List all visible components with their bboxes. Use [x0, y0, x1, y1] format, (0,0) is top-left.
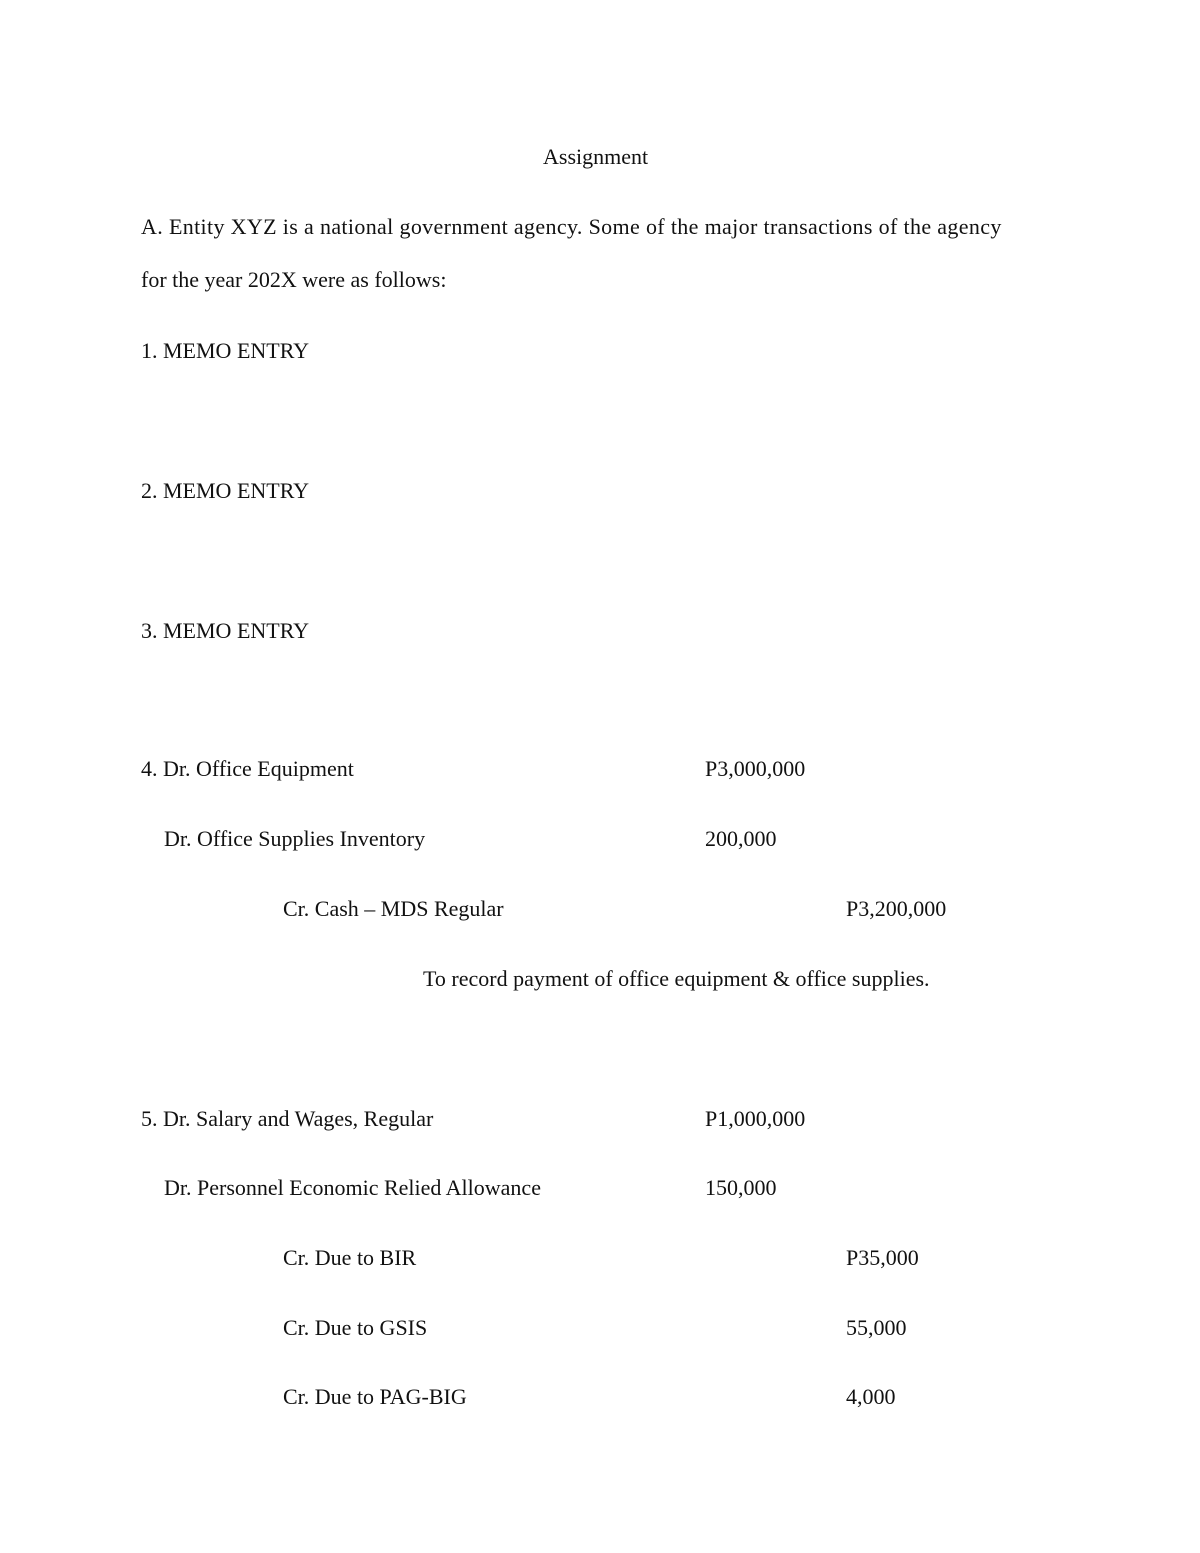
- entry-5-credit-amount-2: 55,000: [846, 1315, 907, 1340]
- entry-5-credit-account-3: Cr. Due to PAG-BIG: [283, 1384, 467, 1409]
- intro-paragraph-line-1: A. Entity XYZ is a national government agency. Some of the major transactions of the agency: [141, 214, 1002, 239]
- entry-5-debit-account-1: 5. Dr. Salary and Wages, Regular: [141, 1106, 434, 1131]
- entry-4-debit-amount-1: P3,000,000: [705, 756, 806, 781]
- entry-5-credit-account-2: Cr. Due to GSIS: [283, 1315, 428, 1340]
- entry-5-debit-amount-2: 150,000: [705, 1175, 777, 1200]
- entry-5-debit-amount-1: P1,000,000: [705, 1106, 806, 1131]
- entry-5-debit-account-2: Dr. Personnel Economic Relied Allowance: [164, 1175, 541, 1200]
- memo-entry-2: 2. MEMO ENTRY: [141, 478, 310, 503]
- memo-entry-3: 3. MEMO ENTRY: [141, 618, 310, 643]
- intro-paragraph-line-2: for the year 202X were as follows:: [141, 267, 447, 292]
- entry-4-credit-amount: P3,200,000: [846, 896, 947, 921]
- entry-5-credit-amount-1: P35,000: [846, 1245, 919, 1270]
- entry-4-explanation: To record payment of office equipment & office supplies.: [423, 966, 930, 991]
- entry-4-credit-account: Cr. Cash – MDS Regular: [283, 896, 504, 921]
- entry-4-debit-amount-2: 200,000: [705, 826, 777, 851]
- memo-entry-1: 1. MEMO ENTRY: [141, 338, 310, 363]
- entry-5-credit-amount-3: 4,000: [846, 1384, 896, 1409]
- document-title: Assignment: [543, 144, 649, 169]
- entry-5-credit-account-1: Cr. Due to BIR: [283, 1245, 417, 1270]
- entry-4-debit-account-2: Dr. Office Supplies Inventory: [164, 826, 426, 851]
- entry-4-debit-account-1: 4. Dr. Office Equipment: [141, 756, 354, 781]
